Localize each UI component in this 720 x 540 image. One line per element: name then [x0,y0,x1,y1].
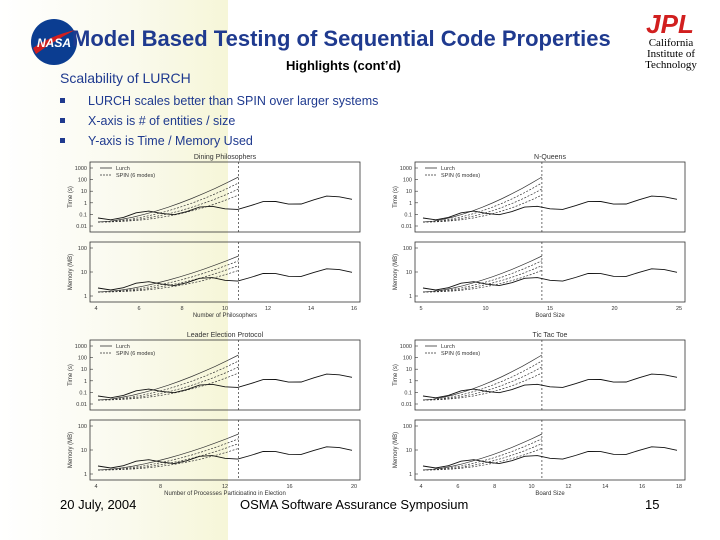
lurch-series-line [423,196,677,220]
y-tick-label: 0.1 [404,390,412,397]
institution-name [641,38,701,71]
x-tick-label: 14 [307,306,315,312]
x-tick-label: 8 [493,484,497,490]
section-heading: Scalability of LURCH [60,70,191,86]
y-tick-label: 0.1 [79,390,87,397]
x-tick-label: 10 [221,306,229,312]
y-tick-label: 100 [77,177,87,184]
x-tick-label: 6 [456,484,460,490]
scalability-plots [60,150,700,495]
x-tick-label: 4 [419,484,423,490]
legend-label: Lurch [441,166,455,172]
y-tick-label: 10 [80,189,87,196]
slide-title: Model Based Testing of Sequential Code Properties [72,26,611,51]
y-tick-label: 1000 [399,166,412,172]
y-tick-label: 0.01 [401,402,412,408]
institution-line: Institute of [647,48,695,60]
spin-series-line [423,373,542,400]
y-tick-label: 1 [408,378,412,385]
y-tick-label: 1 [83,378,87,385]
lurch-series-line [98,269,352,290]
institution-line: California [648,37,694,49]
x-tick-label: 8 [180,306,184,312]
bullet-item [60,93,378,113]
spin-series-line [98,367,239,400]
x-tick-label: 12 [565,484,572,490]
footer-page-number: 15 [645,497,660,512]
legend-label: Lurch [116,166,130,172]
legend-label: SPIN (6 modes) [441,173,481,179]
y-axis-label: Time (s) [68,186,74,208]
y-tick-label: 100 [402,246,412,252]
spin-series-line [423,367,542,400]
x-tick-label: 4 [94,484,98,490]
legend-label: Lurch [116,344,130,350]
lurch-series-line [423,447,677,468]
x-tick-label: 4 [94,306,98,312]
y-tick-label: 10 [405,367,412,374]
x-tick-label: 5 [419,306,423,312]
x-axis-label: Board Size [535,491,565,495]
x-tick-label: 16 [286,484,293,490]
y-tick-label: 1000 [399,344,412,350]
plot-title: N-Queens [534,154,566,161]
y-tick-label: 0.01 [401,224,412,230]
spin-series-line [98,434,239,470]
y-tick-label: 1 [83,200,87,207]
y-axis-label: Time (s) [393,186,399,208]
x-tick-label: 15 [546,306,554,312]
x-tick-label: 14 [602,484,609,490]
lurch-series-line [423,374,677,398]
y-tick-label: 1 [83,294,87,300]
spin-series-line [98,256,239,292]
x-tick-label: 10 [482,306,489,312]
spin-series-line [423,195,542,222]
footer-event: OSMA Software Assurance Symposium [240,497,469,512]
plot-frame [90,242,360,302]
plot-frame [415,242,685,302]
y-tick-label: 10 [405,448,412,454]
y-tick-label: 1 [408,472,412,478]
y-tick-label: 100 [402,177,412,184]
y-tick-label: 100 [77,355,87,362]
y-tick-label: 10 [405,189,412,196]
legend-label: Lurch [441,344,455,350]
y-axis-label: Memory (MB) [68,253,74,291]
jpl-logo-text: JPL [646,10,694,36]
y-axis-label: Memory (MB) [393,431,399,469]
nasa-logo [30,18,78,66]
y-tick-label: 10 [80,270,87,276]
spin-series-line [423,256,542,292]
x-tick-label: 20 [350,484,358,490]
y-tick-label: 100 [402,424,412,430]
bullet-text: Y-axis is Time / Memory Used [88,134,253,148]
y-tick-label: 100 [77,246,87,252]
legend-label: SPIN (6 modes) [441,351,481,357]
jpl-logo [639,10,701,36]
x-tick-label: 12 [264,306,272,312]
x-tick-label: 12 [221,484,229,490]
x-tick-label: 16 [350,306,358,312]
spin-series-line [98,355,239,400]
y-tick-label: 100 [402,355,412,362]
y-tick-label: 10 [405,270,412,276]
y-tick-label: 100 [77,424,87,430]
bullet-text: X-axis is # of entities / size [88,114,236,128]
x-axis-label: Board Size [535,313,565,319]
y-axis-label: Time (s) [68,364,74,386]
y-tick-label: 1 [408,294,412,300]
legend-label: SPIN (6 modes) [116,173,156,179]
spin-series-line [423,434,542,470]
legend-label: SPIN (6 modes) [116,351,156,357]
square-bullet-icon [60,118,65,123]
x-tick-label: 8 [158,484,163,490]
plot-title: Dining Philosophers [193,154,257,161]
y-tick-label: 1 [83,472,87,478]
institution-line: Technology [645,59,697,71]
plot-title: Leader Election Protocol [186,332,264,339]
nasa-logo-text: NASA [36,36,72,50]
spin-series-line [423,177,542,222]
y-tick-label: 10 [80,367,87,374]
y-axis-label: Memory (MB) [68,431,74,469]
spin-series-line [98,189,239,222]
y-tick-label: 0.1 [404,212,412,219]
slide-subtitle: Highlights (cont’d) [286,58,401,73]
plot-frame [415,420,685,480]
x-tick-label: 18 [675,484,683,490]
y-tick-label: 0.01 [76,402,87,408]
x-tick-label: 10 [528,484,535,490]
bullet-item [60,113,378,133]
bullet-text: LURCH scales better than SPIN over larger systems [88,94,379,108]
x-axis-label: Number of Processes Participating in Election [164,491,286,495]
y-axis-label: Memory (MB) [393,253,399,291]
x-tick-label: 20 [611,306,618,312]
square-bullet-icon [60,98,65,103]
lurch-series-line [423,269,677,290]
x-tick-label: 6 [137,306,141,312]
y-tick-label: 1000 [74,344,87,350]
spin-series-line [423,189,542,222]
footer-date: 20 July, 2004 [60,497,137,512]
x-axis-label: Number of Philosophers [192,313,258,319]
plot-frame [90,420,360,480]
spin-series-line [98,177,239,222]
y-tick-label: 10 [80,448,87,454]
bullet-list [60,93,378,153]
y-tick-label: 0.1 [79,212,87,219]
spin-series-line [423,355,542,400]
y-tick-label: 0.01 [76,224,87,230]
x-tick-label: 16 [639,484,646,490]
square-bullet-icon [60,138,65,143]
lurch-series-line [98,447,352,468]
y-tick-label: 1000 [74,166,87,172]
y-tick-label: 1 [408,200,412,207]
plot-title: Tic Tac Toe [532,332,568,339]
y-axis-label: Time (s) [393,364,399,386]
x-tick-label: 25 [675,306,683,312]
